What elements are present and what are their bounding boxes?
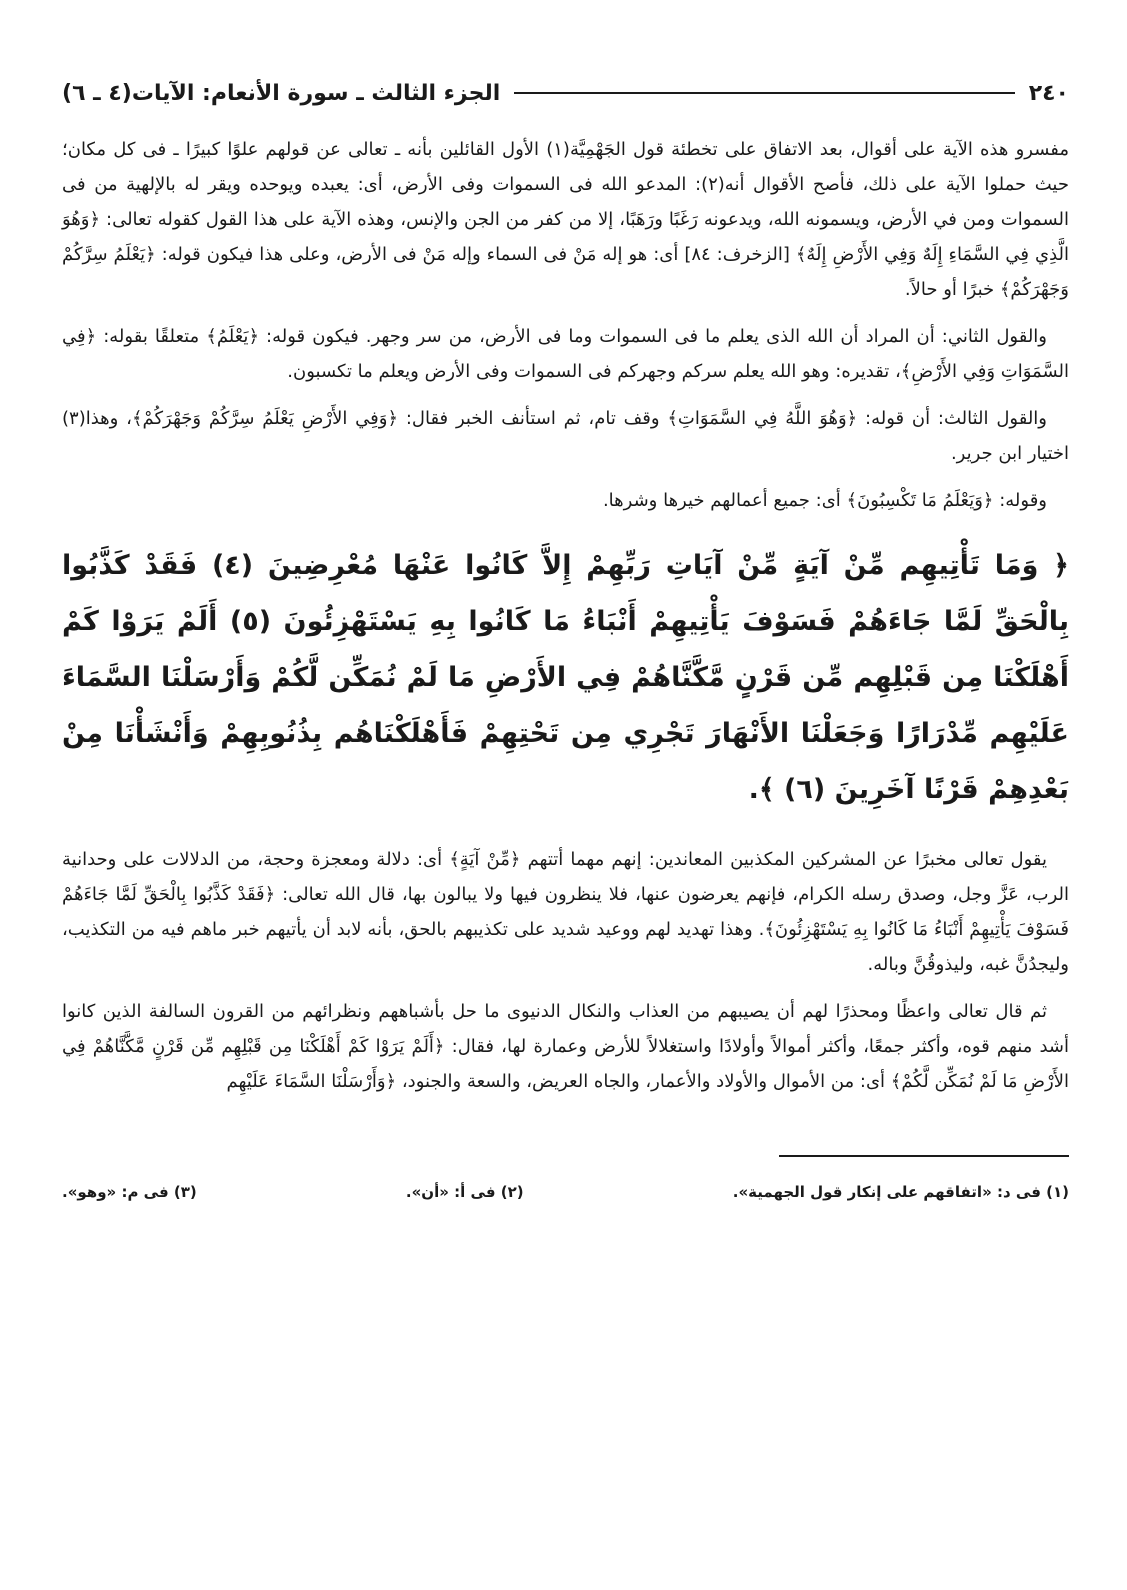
footnote-3: (٣) فى م: «وهو».	[62, 1183, 197, 1201]
paragraph-6: ثم قال تعالى واعظًا ومحذرًا لهم أن يصيبهم من العذاب والنكال الدنيوى ما حل بأشباههم ونظرائهم من القرون السالفة الذين كانوا أشد منهم قوه، وأكثر جمعًا، وأكثر أموالاً وأولادًا واستغلالاً للأرض وعمارة لها، فقال: ﴿أَلَمْ يَرَوْا كَمْ أَهْلَكْنَا مِن قَبْلِهِم مِّن قَرْنٍ مَّكَّنَّاهُمْ فِي الأَرْضِ مَا لَمْ نُمَكِّن لَّكُمْ﴾ أى: من الأموال والأولاد والأعمار، والجاه العريض، والسعة والجنود، ﴿وَأَرْسَلْنَا السَّمَاءَ عَلَيْهِم	[62, 1001, 1069, 1092]
paragraph-3: والقول الثالث: أن قوله: ﴿وَهُوَ اللَّهُ فِي السَّمَوَاتِ﴾ وقف تام، ثم استأنف الخبر فقال: ﴿وَفِي الأَرْضِ يَعْلَمُ سِرَّكُمْ وَجَهْرَكُمْ﴾، وهذا(٣) اختيار ابن جرير.	[62, 408, 1069, 464]
footnote-2: (٢) فى أ: «أن».	[405, 1183, 524, 1201]
book-page	[62, 70, 1069, 1590]
paragraph-5: يقول تعالى مخبرًا عن المشركين المكذبين المعاندين: إنهم مهما أتتهم ﴿مِّنْ آيَةٍ﴾ أى: دلالة ومعجزة وحجة، من الدلالات على وحدانية الرب، عَزَّ وجل، وصدق رسله الكرام، فإنهم يعرضون عنها، فلا ينظرون فيها ولا يبالون بها، قال الله تعالى: ﴿فَقَدْ كَذَّبُوا بِالْحَقِّ لَمَّا جَاءَهُمْ فَسَوْفَ يَأْتِيهِمْ أَنْبَاءُ مَا كَانُوا بِهِ يَسْتَهْزِئُونَ﴾. وهذا تهديد لهم ووعيد شديد على تكذيبهم بالحق، بأنه لابد أن يأتيهم خبر ماهم فيه من التكذيب، وليجدُنَّ غبه، وليذوقُنَّ وباله.	[62, 849, 1069, 975]
footnotes	[62, 1183, 1069, 1201]
paragraph-1: مفسرو هذه الآية على أقوال، بعد الاتفاق على تخطئة قول الجَهْمِيَّة(١) الأول القائلين بأنه ـ تعالى عن قولهم علوًا كبيرًا ـ فى كل مكان؛ حيث حملوا الآية على ذلك، فأصح الأقوال أنه(٢): المدعو الله فى السموات وفى الأرض، أى: يعبده ويوحده ويقر له بالإلهية من فى السموات ومن في الأرض، ويسمونه الله، ويدعونه رَغَبًا ورَهَبًا، إلا من كفر من الجن والإنس، وهذه الآية على هذا القول كقوله تعالى: ﴿وَهُوَ الَّذِي فِي السَّمَاءِ إِلَهٌ وَفِي الأَرْضِ إِلَهٌ﴾ [الزخرف: ٨٤] أى: هو إله مَنْ فى السماء وإله مَنْ فى الأرض، وعلى هذا فيكون قوله: ﴿يَعْلَمُ سِرَّكُمْ وَجَهْرَكُمْ﴾ خبرًا أو حالاً.	[62, 139, 1069, 300]
page-header	[62, 70, 1069, 116]
running-title: الجزء الثالث ـ سورة الأنعام: الآيات(٤ ـ ٦)	[62, 80, 501, 106]
page-number: ٢٤٠	[1028, 80, 1069, 106]
quran-verses: ﴿ وَمَا تَأْتِيهِم مِّنْ آيَةٍ مِّنْ آيَاتِ رَبِّهِمْ إِلاَّ كَانُوا عَنْهَا مُعْرِضِينَ (٤) فَقَدْ كَذَّبُوا بِالْحَقِّ لَمَّا جَاءَهُمْ فَسَوْفَ يَأْتِيهِمْ أَنْبَاءُ مَا كَانُوا بِهِ يَسْتَهْزِئُونَ (٥) أَلَمْ يَرَوْا كَمْ أَهْلَكْنَا مِن قَبْلِهِم مِّن قَرْنٍ مَّكَّنَّاهُمْ فِي الأَرْضِ مَا لَمْ نُمَكِّن لَّكُمْ وَأَرْسَلْنَا السَّمَاءَ عَلَيْهِم مِّدْرَارًا وَجَعَلْنَا الأَنْهَارَ تَجْرِي مِن تَحْتِهِمْ فَأَهْلَكْنَاهُم بِذُنُوبِهِمْ وَأَنْشَأْنَا مِنْ بَعْدِهِمْ قَرْنًا آخَرِينَ (٦) ﴾.	[62, 550, 1070, 805]
main-text	[62, 132, 1069, 1099]
header-rule	[514, 92, 1014, 94]
footnote-divider	[779, 1155, 1069, 1157]
paragraph-4: وقوله: ﴿وَيَعْلَمُ مَا تَكْسِبُونَ﴾ أى: جميع أعمالهم خيرها وشرها.	[602, 490, 1047, 511]
footnote-1: (١) فى د: «اتفاقهم على إنكار قول الجهمية».	[732, 1183, 1069, 1201]
paragraph-2: والقول الثاني: أن المراد أن الله الذى يعلم ما فى السموات وما فى الأرض، من سر وجهر. فيكون قوله: ﴿يَعْلَمُ﴾ متعلقًا بقوله: ﴿فِي السَّمَوَاتِ وَفِي الأَرْضِ﴾، تقديره: وهو الله يعلم سركم وجهركم فى السموات وفى الأرض ويعلم ما تكسبون.	[62, 326, 1069, 382]
